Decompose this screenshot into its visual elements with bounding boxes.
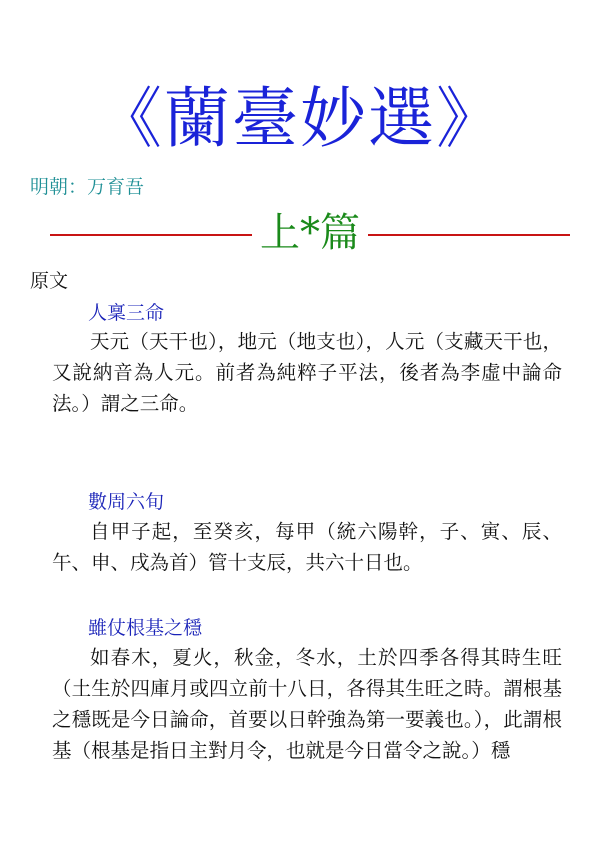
author-line: 明朝：万育吾 (30, 176, 145, 198)
original-text-label: 原文 (30, 270, 69, 292)
entry-subhead: 人稟三命 (88, 302, 165, 324)
document-title: 《蘭臺妙選》 (96, 80, 504, 157)
entry-subhead: 數周六旬 (88, 491, 165, 513)
left-red-rule (50, 234, 252, 236)
entry-paragraph: 如春木，夏火，秋金，冬水，土於四季各得其時生旺（土生於四庫月或四立前十八日，各得其生旺之時。謂根基之穩既是今日論命，首要以日幹強為第一要義也。），此謂根基（根基是指日主對月令，也就是今日當令之說。）穩 (52, 646, 562, 762)
section-divider (50, 208, 570, 258)
entry-subhead: 雖仗根基之穩 (88, 617, 203, 639)
entry-paragraph: 自甲子起，至癸亥，每甲（統六陽幹，子、寅、辰、午、申、戌為首）管十支辰，共六十日也。 (52, 520, 562, 574)
entry-paragraph: 天元（天干也），地元（地支也），人元（支藏天干也，又說納音為人元。前者為純粹子平法，後者為李虛中論命法。）謂之三命。 (52, 330, 562, 415)
section-title: 上*篇 (260, 210, 360, 256)
right-red-rule (368, 234, 570, 236)
